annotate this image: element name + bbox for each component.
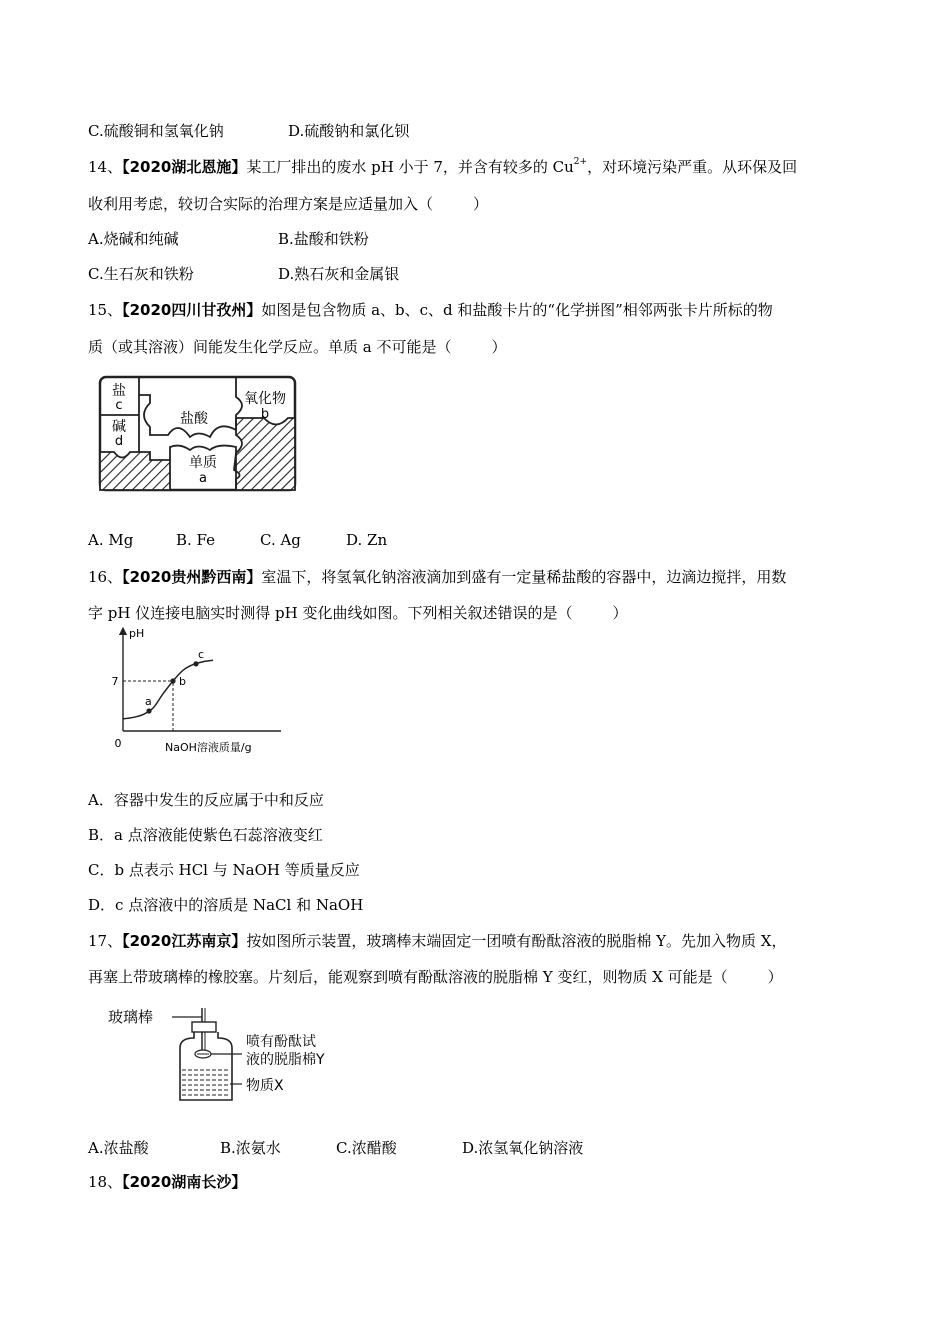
q16-option-a: A．容器中发生的反应属于中和反应 <box>88 791 324 809</box>
ph-chart-origin: 0 <box>114 737 122 750</box>
q18-number: 18、 <box>88 1173 123 1191</box>
q15-number: 15、 <box>88 301 123 319</box>
q17-option-c: C.浓醋酸 <box>336 1139 397 1157</box>
q14-option-b: B.盐酸和铁粉 <box>278 230 369 248</box>
q16-option-c: C．b 点表示 HCl 与 NaOH 等质量反应 <box>88 861 360 879</box>
ph-chart-point-b <box>170 678 175 683</box>
ph-chart-point-a <box>146 708 151 713</box>
puzzle-label-oxide-letter: b <box>260 407 270 422</box>
ph-chart-series-line <box>123 660 213 719</box>
q16-stem-line2: 字 pH 仪连接电脑实时测得 pH 变化曲线如图。下列相关叙述错误的是（ ） <box>88 604 628 622</box>
q15-stem-line2: 质（或其溶液）间能发生化学反应。单质 a 不可能是（ ） <box>88 338 507 356</box>
q16-ph-curve-chart <box>105 625 285 757</box>
q17-apparatus-figure <box>108 1004 368 1104</box>
puzzle-hatch-right <box>234 418 295 490</box>
q15-source: 【2020四川甘孜州】 <box>122 301 262 319</box>
ph-chart-point-c <box>193 661 198 666</box>
apparatus-liquid-x <box>182 1070 230 1095</box>
q14-number: 14、 <box>88 158 123 176</box>
puzzle-label-salt-letter: c <box>115 398 123 413</box>
q17-stem-line1: 17、【2020江苏南京】按如图所示装置，玻璃棒末端固定一团喷有酚酞溶液的脱脂棉 Y。先加入物质 X， <box>88 932 787 950</box>
apparatus-label-rod: 玻璃棒 <box>108 1008 154 1026</box>
ph-chart-ylabel: pH <box>129 627 145 640</box>
q16-option-d: D．c 点溶液中的溶质是 NaCl 和 NaOH <box>88 896 364 914</box>
q18-stem-line1 <box>88 1172 246 1192</box>
puzzle-label-base-letter: d <box>114 434 124 449</box>
q14-source: 【2020湖北恩施】 <box>122 158 247 176</box>
q14-option-a: A.烧碱和纯碱 <box>88 230 179 248</box>
apparatus-label-cotton-2: 液的脱脂棉Y <box>246 1052 325 1068</box>
puzzle-label-oxide: 氧化物 <box>244 391 286 407</box>
q17-option-a: A.浓盐酸 <box>88 1139 149 1157</box>
ph-chart-xlabel: NaOH溶液质量/g <box>165 741 252 754</box>
ph-chart-y-tick-7: 7 <box>111 675 119 688</box>
q17-source: 【2020江苏南京】 <box>122 932 247 950</box>
puzzle-label-element: 单质 <box>189 455 217 471</box>
q16-stem-line1: 16、【2020贵州黔西南】室温下，将氢氧化钠溶液滴加到盛有一定量稀盐酸的容器中，边滴边搅拌，用数 <box>88 568 787 586</box>
q14-option-d: D.熟石灰和金属银 <box>278 265 400 283</box>
q17-stem-line2: 再塞上带玻璃棒的橡胶塞。片刻后，能观察到喷有酚酞溶液的脱脂棉 Y 变红，则物质 X 可能是（ ） <box>88 968 783 986</box>
q13-option-d: D.硫酸钠和氯化钡 <box>288 122 410 140</box>
puzzle-label-element-letter: a <box>199 471 207 486</box>
q17-number: 17、 <box>88 932 123 950</box>
q16-option-b: B．a 点溶液能使紫色石蕊溶液变红 <box>88 826 323 844</box>
q16-source: 【2020贵州黔西南】 <box>122 568 262 586</box>
ph-chart-point-label-a: a <box>145 695 152 708</box>
q15-option-a: A. Mg <box>88 531 134 549</box>
q15-option-b: B. Fe <box>176 531 216 549</box>
q14-option-c: C.生石灰和铁粉 <box>88 265 194 283</box>
apparatus-label-cotton-1: 喷有酚酞试 <box>246 1034 316 1050</box>
q17-option-d: D.浓氢氧化钠溶液 <box>462 1139 584 1157</box>
q15-option-d: D. Zn <box>346 531 388 549</box>
puzzle-label-base: 碱 <box>112 419 126 435</box>
ph-chart-point-label-c: c <box>198 647 205 661</box>
q13-option-c: C.硫酸铜和氢氧化钠 <box>88 122 224 140</box>
apparatus-label-substance: 物质X <box>246 1078 284 1094</box>
apparatus-rubber-stopper <box>192 1022 216 1032</box>
puzzle-label-salt: 盐 <box>112 383 126 399</box>
q14-stem-line2: 收利用考虑，较切合实际的治理方案是应适量加入（ ） <box>88 195 489 213</box>
q16-number: 16、 <box>88 568 123 586</box>
q15-stem-line1: 15、【2020四川甘孜州】如图是包含物质 a、b、c、d 和盐酸卡片的“化学拼图”相邻两张卡片所标的物 <box>88 301 773 319</box>
ph-chart-point-label-b: b <box>179 675 186 688</box>
q14-stem-line1: 14、【2020湖北恩施】某工厂排出的废水 pH 小于 7，并含有较多的 $Cu^{2+}$，对环境污染严重。从环保及回 <box>88 157 798 176</box>
q15-chemistry-puzzle-figure <box>98 375 298 493</box>
puzzle-label-acid: 盐酸 <box>180 411 208 427</box>
q17-option-b: B.浓氨水 <box>220 1139 281 1157</box>
q18-source: 【2020湖南长沙】 <box>122 1173 247 1191</box>
q15-option-c: C. Ag <box>260 531 301 549</box>
